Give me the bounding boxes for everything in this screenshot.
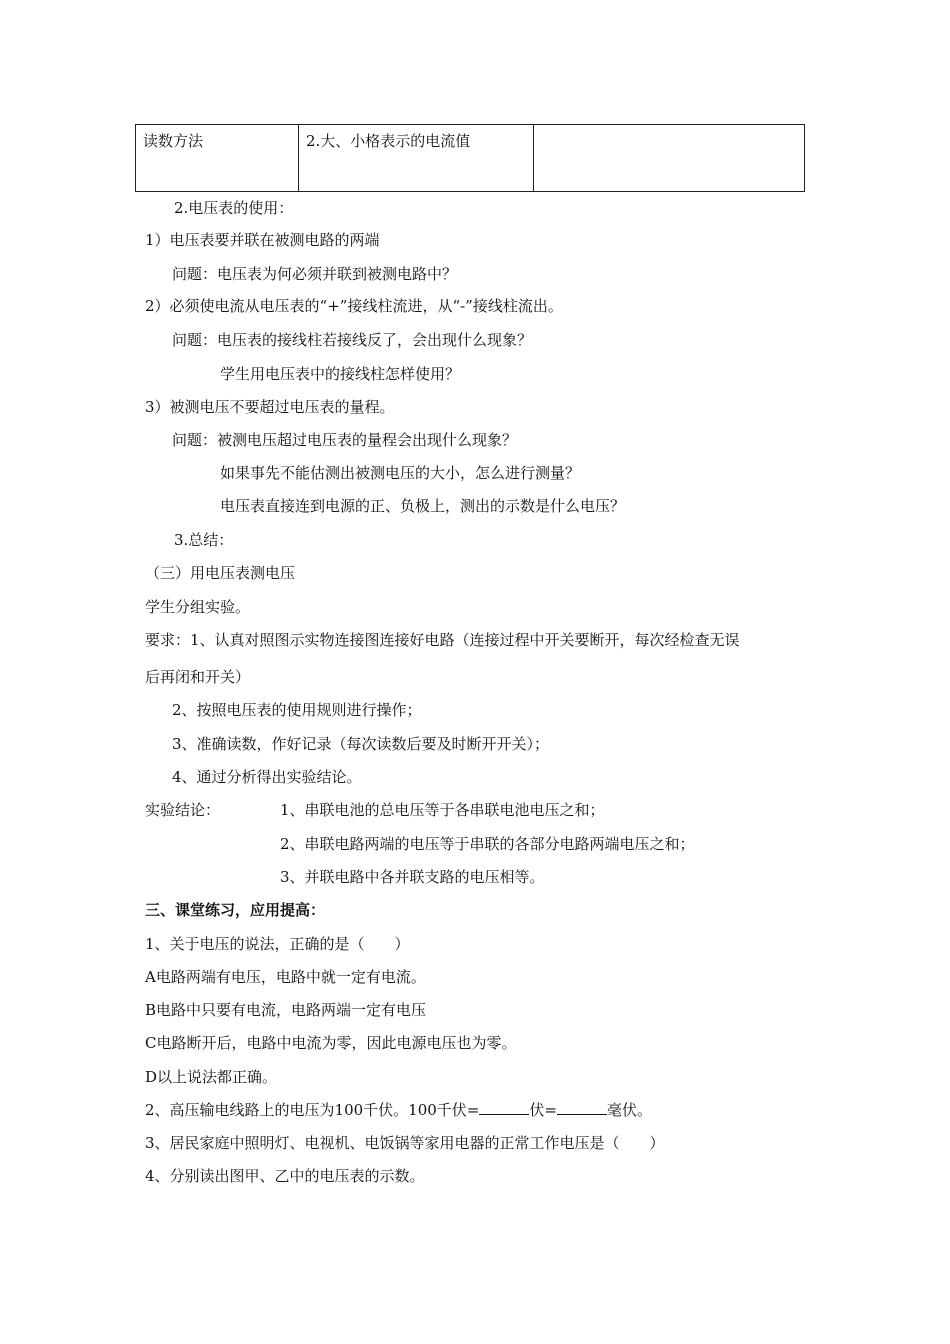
question: 问题：电压表的接线柱若接线反了，会出现什么现象？ xyxy=(172,331,533,349)
requirement-1: 要求：1、认真对照图示实物连接图连接好电路（连接过程中开关要断开，每次经检查无误 xyxy=(145,631,740,649)
option-d: D以上说法都正确。 xyxy=(145,1068,278,1086)
section-heading: 三、课堂练习，应用提高： xyxy=(145,901,326,919)
section-heading: 3.总结： xyxy=(174,531,234,549)
requirement-4: 4、通过分析得出实验结论。 xyxy=(172,768,362,786)
question-2 xyxy=(145,1100,652,1120)
question: 如果事先不能估测出被测电压的大小，怎么进行测量？ xyxy=(220,464,581,482)
question-2-prefix: 2、高压输电线路上的电压为100千伏。100千伏= xyxy=(145,1101,480,1119)
requirement-3: 3、准确读数，作好记录（每次读数后要及时断开开关）； xyxy=(172,735,550,753)
option-a: A电路两端有电压，电路中就一定有电流。 xyxy=(145,968,426,986)
question-1: 1、关于电压的说法，正确的是（ ） xyxy=(145,935,410,953)
question: 问题：电压表为何必须并联到被测电路中？ xyxy=(172,265,458,283)
table-row xyxy=(136,125,805,192)
question-3: 3、居民家庭中照明灯、电视机、电饭锅等家用电器的正常工作电压是（ ） xyxy=(145,1134,665,1152)
conclusion-2: 2、串联电路两端的电压等于串联的各部分电路两端电压之和； xyxy=(280,835,695,853)
reading-method-table xyxy=(135,124,805,192)
requirement-2: 2、按照电压表的使用规则进行操作； xyxy=(172,701,422,719)
table-cell: 2.大、小格表示的电流值 xyxy=(299,125,534,192)
rule-2: 2）必须使电流从电压表的“+”接线柱流进，从“-”接线柱流出。 xyxy=(145,297,563,315)
table-cell xyxy=(534,125,805,192)
question: 学生用电压表中的接线柱怎样使用？ xyxy=(220,365,461,383)
conclusion-3: 3、并联电路中各并联支路的电压相等。 xyxy=(280,868,545,886)
answer-blank xyxy=(557,1100,607,1115)
question-2-suffix: 毫伏。 xyxy=(606,1101,652,1119)
option-c: C电路断开后，电路中电流为零，因此电源电压也为零。 xyxy=(145,1034,517,1052)
paragraph: 学生分组实验。 xyxy=(145,598,251,616)
option-b: B电路中只要有电流，电路两端一定有电压 xyxy=(145,1001,427,1019)
question: 问题：被测电压超过电压表的量程会出现什么现象？ xyxy=(172,431,518,449)
question-2-mid: 伏= xyxy=(529,1101,557,1119)
section-heading: （三）用电压表测电压 xyxy=(145,564,296,582)
answer-blank xyxy=(479,1100,529,1115)
question: 电压表直接连到电源的正、负极上，测出的示数是什么电压？ xyxy=(220,497,626,515)
requirement-1-cont: 后再闭和开关） xyxy=(145,668,251,686)
rule-3: 3）被测电压不要超过电压表的量程。 xyxy=(145,398,395,416)
section-heading: 2.电压表的使用： xyxy=(174,199,294,217)
rule-1: 1）电压表要并联在被测电路的两端 xyxy=(145,231,380,249)
table-cell: 读数方法 xyxy=(136,125,299,192)
question-4: 4、分别读出图甲、乙中的电压表的示数。 xyxy=(145,1167,425,1185)
conclusion-1: 1、串联电池的总电压等于各串联电池电压之和； xyxy=(280,801,605,819)
conclusion-label: 实验结论： xyxy=(145,801,221,819)
